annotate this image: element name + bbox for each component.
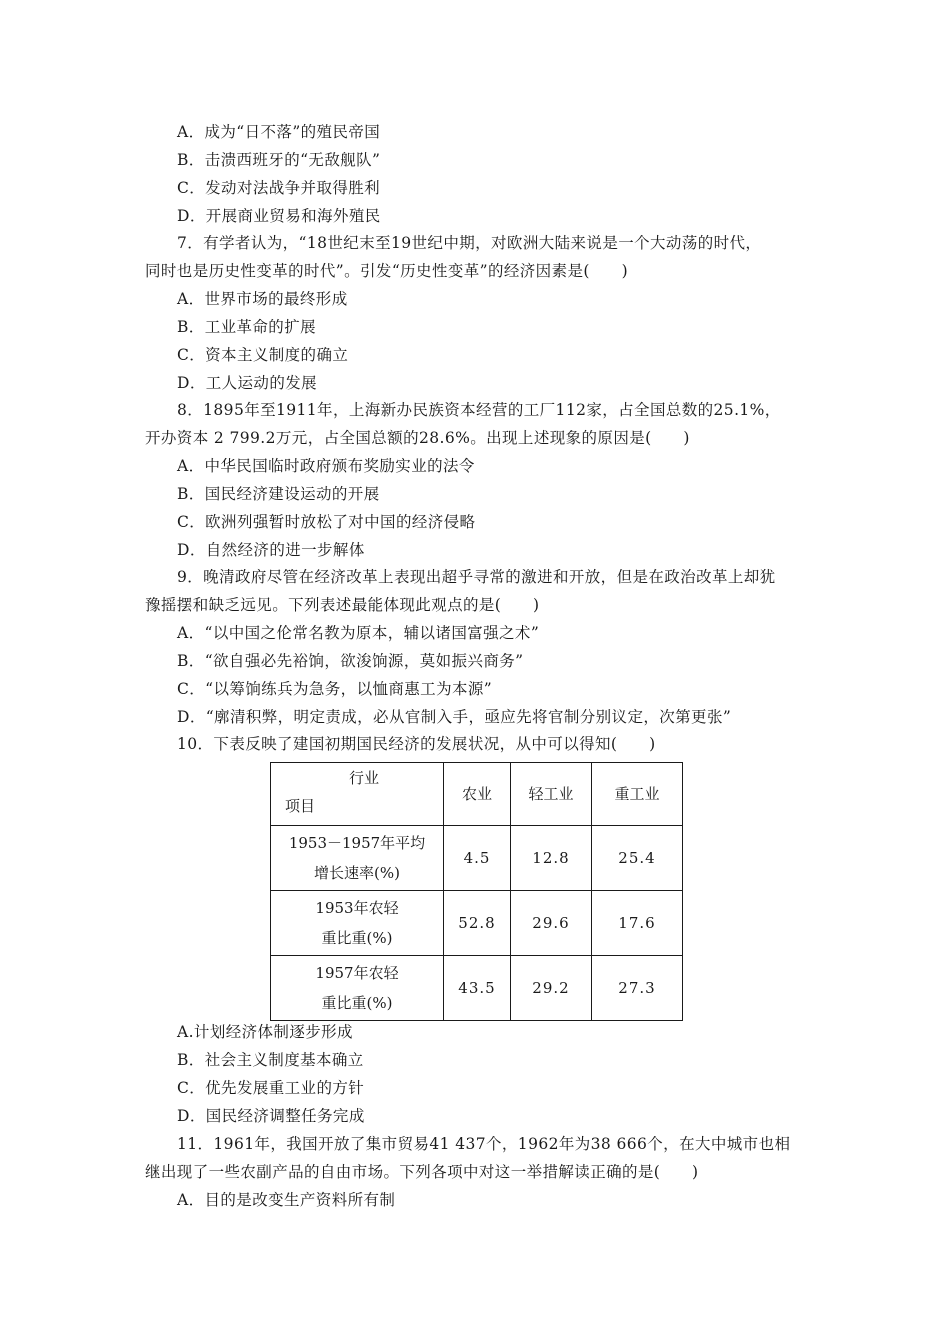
q6-option-a: A．成为“日不落”的殖民帝国 bbox=[177, 123, 381, 141]
q7-option-c: C．资本主义制度的确立 bbox=[177, 346, 349, 364]
row-label bbox=[271, 891, 444, 956]
q8-option-a: A．中华民国临时政府颁布奖励实业的法令 bbox=[177, 457, 475, 475]
corner-label-bottom: 项目 bbox=[285, 797, 316, 815]
q7-option-d: D．工人运动的发展 bbox=[177, 374, 318, 392]
q9-option-a: A．“以中国之伦常名教为原本，辅以诸国富强之术” bbox=[177, 624, 540, 642]
q8-option-d: D．自然经济的进一步解体 bbox=[177, 541, 365, 559]
q11-stem-line1: 11．1961年，我国开放了集市贸易41 437个，1962年为38 666个，在大中城市也相 bbox=[177, 1135, 791, 1153]
q7-option-a: A．世界市场的最终形成 bbox=[177, 290, 348, 308]
table-row bbox=[271, 826, 683, 891]
q10-stem: 10．下表反映了建国初期国民经济的发展状况，从中可以得知( ) bbox=[177, 735, 656, 753]
q8-option-b: B．国民经济建设运动的开展 bbox=[177, 485, 380, 503]
q10-option-a: A.计划经济体制逐步形成 bbox=[177, 1023, 353, 1041]
q7-option-b: B．工业革命的扩展 bbox=[177, 318, 316, 336]
q8-stem-line2: 开办资本 2 799.2万元，占全国总额的28.6%。出现上述现象的原因是( ) bbox=[145, 429, 690, 447]
row-label bbox=[271, 956, 444, 1021]
row-label bbox=[271, 826, 444, 891]
row-label-line1: 1953年农轻 bbox=[315, 899, 399, 917]
table-row bbox=[271, 956, 683, 1021]
column-header: 轻工业 bbox=[511, 763, 592, 826]
q6-option-b: B．击溃西班牙的“无敌舰队” bbox=[177, 151, 381, 169]
q10-option-b: B．社会主义制度基本确立 bbox=[177, 1051, 364, 1069]
corner-label-top: 行业 bbox=[349, 769, 380, 787]
q8-option-c: C．欧洲列强暂时放松了对中国的经济侵略 bbox=[177, 513, 476, 531]
table-cell: 52.8 bbox=[444, 891, 511, 956]
table-cell: 4.5 bbox=[444, 826, 511, 891]
table-corner-cell bbox=[271, 763, 444, 826]
column-header: 农业 bbox=[444, 763, 511, 826]
table-cell: 29.2 bbox=[511, 956, 592, 1021]
table-cell: 29.6 bbox=[511, 891, 592, 956]
row-label-line2: 重比重(%) bbox=[321, 929, 393, 947]
q9-option-d: D．“廓清积弊，明定责成，必从官制入手，亟应先将官制分别议定，次第更张” bbox=[177, 708, 732, 726]
row-label-line1: 1957年农轻 bbox=[315, 964, 399, 982]
q10-option-c: C．优先发展重工业的方针 bbox=[177, 1079, 365, 1097]
q7-stem-line1: 7．有学者认为，“18世纪末至19世纪中期，对欧洲大陆来说是一个大动荡的时代， bbox=[177, 234, 762, 252]
row-label-line2: 增长速率(%) bbox=[314, 864, 400, 882]
q11-option-a: A．目的是改变生产资料所有制 bbox=[177, 1191, 396, 1209]
row-label-line1: 1953－1957年平均 bbox=[288, 834, 426, 852]
table-cell: 43.5 bbox=[444, 956, 511, 1021]
q9-option-c: C．“以筹饷练兵为急务，以恤商惠工为本源” bbox=[177, 680, 493, 698]
table-header-row bbox=[271, 763, 683, 826]
table-row bbox=[271, 891, 683, 956]
q7-stem-line2: 同时也是历史性变革的时代”。引发“历史性变革”的经济因素是( ) bbox=[145, 262, 629, 280]
table-cell: 25.4 bbox=[592, 826, 683, 891]
q6-option-c: C．发动对法战争并取得胜利 bbox=[177, 179, 381, 197]
table-cell: 12.8 bbox=[511, 826, 592, 891]
economy-table bbox=[270, 762, 683, 1021]
q9-stem-line2: 豫摇摆和缺乏远见。下列表述最能体现此观点的是( ) bbox=[145, 596, 540, 614]
q8-stem-line1: 8．1895年至1911年，上海新办民族资本经营的工厂112家，占全国总数的25.1%， bbox=[177, 401, 781, 419]
column-header: 重工业 bbox=[592, 763, 683, 826]
q6-option-d: D．开展商业贸易和海外殖民 bbox=[177, 207, 381, 225]
table-cell: 27.3 bbox=[592, 956, 683, 1021]
q9-stem-line1: 9．晚清政府尽管在经济改革上表现出超乎寻常的激进和开放，但是在政治改革上却犹 bbox=[177, 568, 776, 586]
q11-stem-line2: 继出现了一些农副产品的自由市场。下列各项中对这一举措解读正确的是( ) bbox=[145, 1163, 699, 1181]
q10-option-d: D．国民经济调整任务完成 bbox=[177, 1107, 365, 1125]
q9-option-b: B．“欲自强必先裕饷，欲浚饷源，莫如振兴商务” bbox=[177, 652, 524, 670]
row-label-line2: 重比重(%) bbox=[321, 994, 393, 1012]
table-cell: 17.6 bbox=[592, 891, 683, 956]
